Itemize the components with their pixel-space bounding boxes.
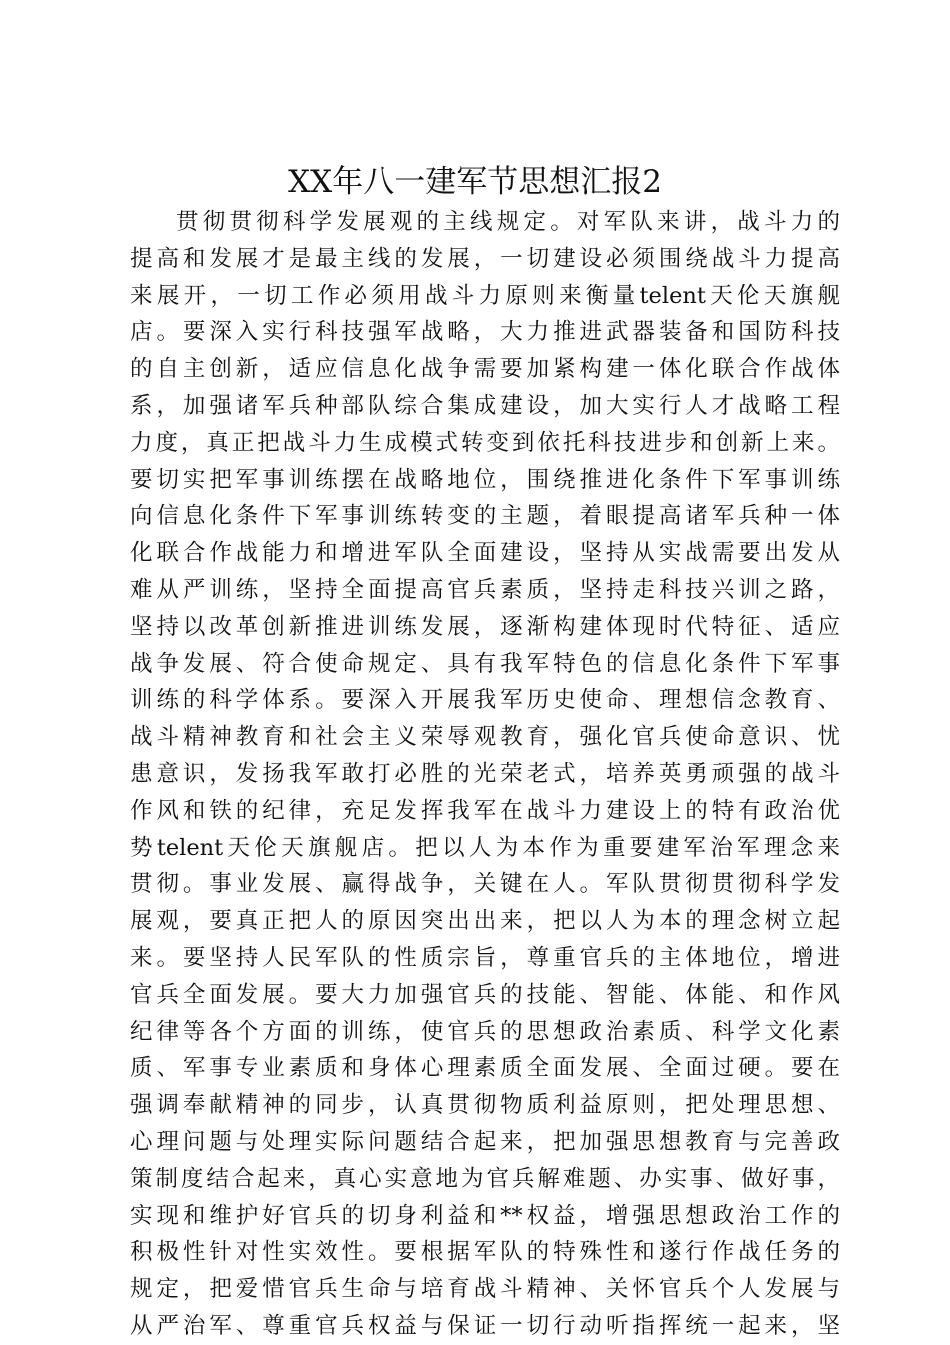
body-line: 来。要坚持人民军队的性质宗旨，尊重官兵的主体地位，增进	[130, 944, 840, 971]
body-line: 心理问题与处理实际问题结合起来，把加强思想教育与完善政	[130, 1128, 840, 1155]
body-line: 的自主创新，适应信息化战争需要加紧构建一体化联合作战体	[130, 356, 840, 383]
body-line: 训练的科学体系。要深入开展我军历史使命、理想信念教育、	[130, 687, 840, 714]
body-line: 作风和铁的纪律，充足发挥我军在战斗力建设上的特有政治优	[130, 797, 840, 824]
body-line: 系，加强诸军兵种部队综合集成建设，加大实行人才战略工程	[130, 392, 840, 419]
body-line: 策制度结合起来，真心实意地为官兵解难题、办实事、做好事，	[130, 1165, 840, 1192]
body-line: 从严治军、尊重官兵权益与保证一切行动听指挥统一起来，坚	[130, 1312, 840, 1339]
body-line: 战斗精神教育和社会主义荣辱观教育，强化官兵使命意识、忧	[130, 724, 840, 751]
body-line: 纪律等各个方面的训练，使官兵的思想政治素质、科学文化素	[130, 1018, 840, 1045]
body-line: 店。要深入实行科技强军战略，大力推进武器装备和国防科技	[130, 319, 840, 346]
document-title: XX年八一建军节思想汇报2	[288, 164, 662, 200]
body-line: 坚持以改革创新推进训练发展，逐渐构建体现时代特征、适应	[130, 613, 840, 640]
body-line: 战争发展、符合使命规定、具有我军特色的信息化条件下军事	[130, 650, 840, 677]
body-line: 贯彻。事业发展、赢得战争，关键在人。军队贯彻贯彻科学发	[130, 871, 840, 898]
body-line: 贯彻贯彻科学发展观的主线规定。对军队来讲，战斗力的	[176, 209, 840, 235]
body-line: 实现和维护好官兵的切身利益和**权益，增强思想政治工作的	[130, 1202, 840, 1229]
body-line: 力度，真正把战斗力生成模式转变到依托科技进步和创新上来。	[130, 429, 840, 456]
body-line: 患意识，发扬我军敢打必胜的光荣老式，培养英勇顽强的战斗	[130, 760, 840, 787]
body-line: 规定，把爱惜官兵生命与培育战斗精神、关怀官兵个人发展与	[130, 1276, 840, 1303]
body-line: 要切实把军事训练摆在战略地位，围绕推进化条件下军事训练	[130, 466, 840, 493]
body-line: 官兵全面发展。要大力加强官兵的技能、智能、体能、和作风	[130, 981, 840, 1008]
document-body	[130, 204, 840, 1345]
body-line: 难从严训练，坚持全面提高官兵素质，坚持走科技兴训之路，	[130, 576, 840, 603]
body-line: 强调奉献精神的同步，认真贯彻物质利益原则，把处理思想、	[130, 1092, 840, 1119]
body-line: 化联合作战能力和增进军队全面建设，坚持从实战需要出发从	[130, 540, 840, 567]
body-line: 质、军事专业素质和身体心理素质全面发展、全面过硬。要在	[130, 1055, 840, 1082]
body-line: 势telent天伦天旗舰店。把以人为本作为重要建军治军理念来	[130, 834, 840, 861]
body-line: 积极性针对性实效性。要根据军队的特殊性和遂行作战任务的	[130, 1239, 840, 1266]
body-line: 向信息化条件下军事训练转变的主题，着眼提高诸军兵种一体	[130, 503, 840, 530]
body-line: 展观，要真正把人的原因突出出来，把以人为本的理念树立起	[130, 908, 840, 935]
body-line: 来展开，一切工作必须用战斗力原则来衡量telent天伦天旗舰	[130, 282, 840, 309]
body-line: 提高和发展才是最主线的发展，一切建设必须围绕战斗力提高	[130, 245, 840, 272]
